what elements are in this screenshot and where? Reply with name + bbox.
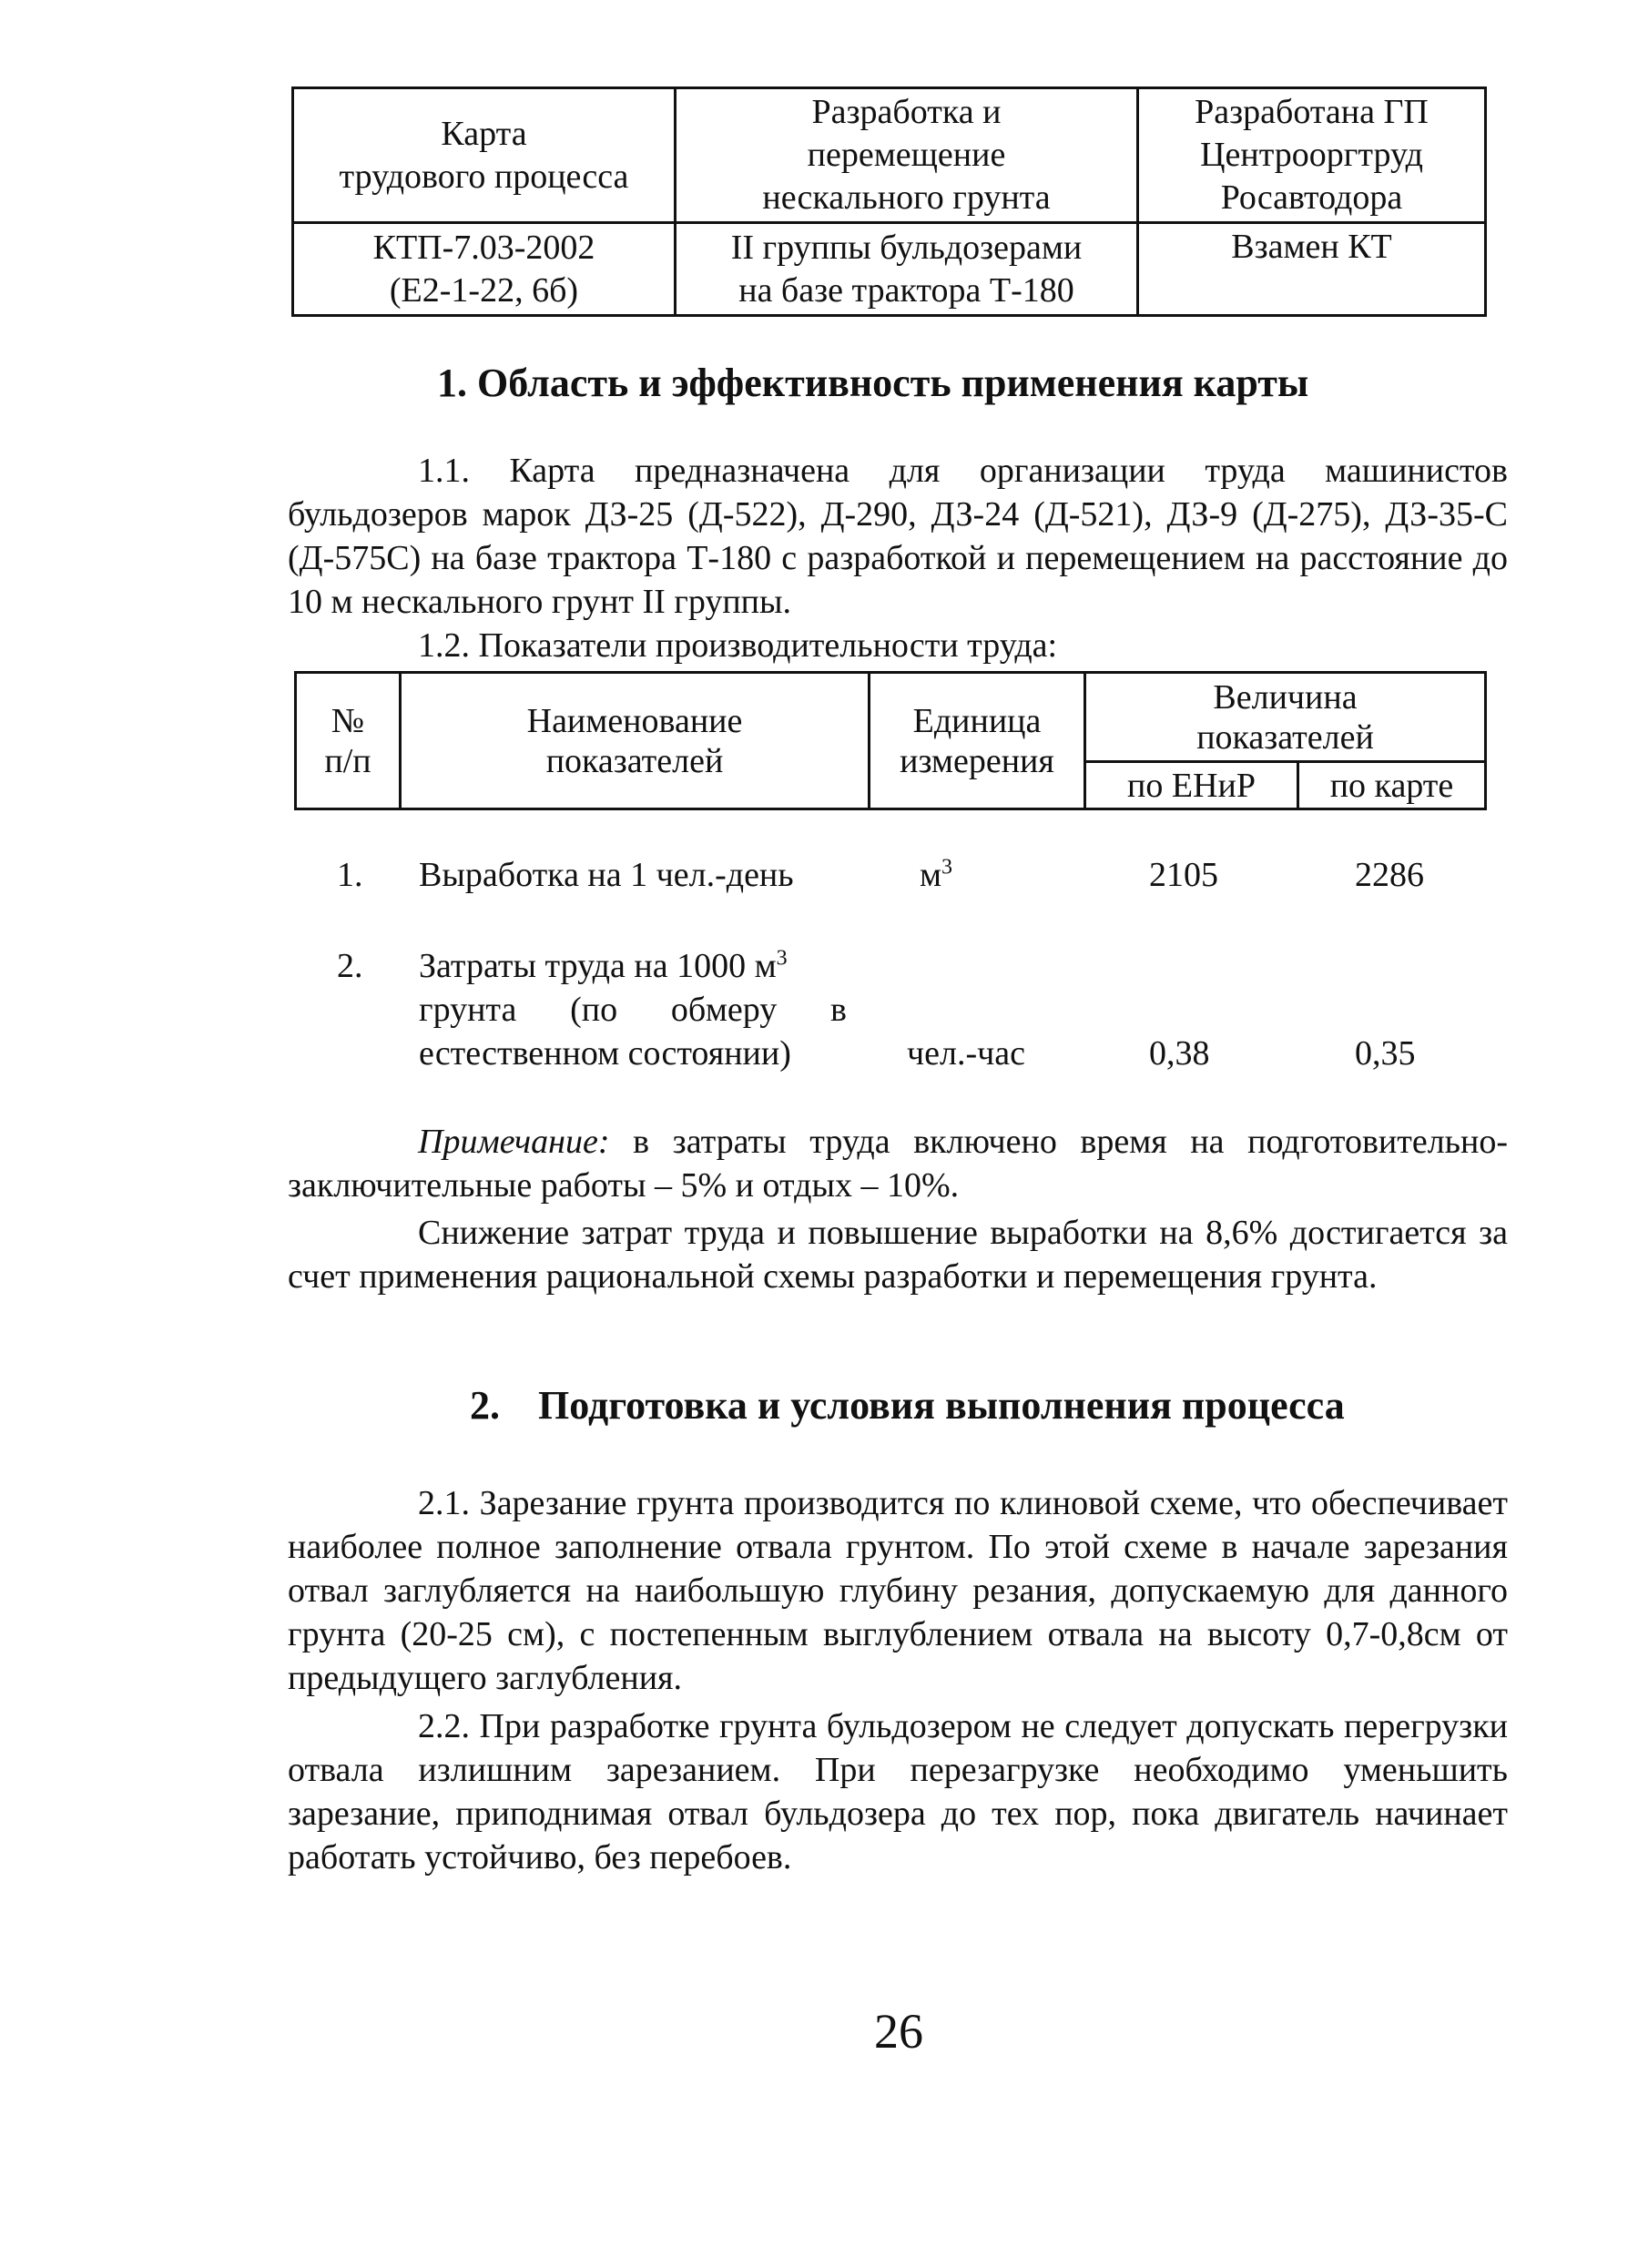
row-name-line3: естественном состоянии) [419,1034,791,1073]
summary-paragraph: Снижение затрат труда и повышение выработки на 8,6% достигается за счет применения рациональной схемы разработки и перемещения грунта. [288,1214,1508,1296]
paragraph-2-2: 2.2. При разработке грунта бульдозером не следует допускать перегрузки отвала излишним зарезанием. При перезагрузке необходимо уменьшить зарезание, приподнимая отвал бульдозера до тех пор, пока двигатель начинает работать устойчиво, без перебоев. [288,1707,1508,1876]
section2-title: Подготовка и условия выполнения процесса [538,1383,1345,1428]
col-unit-header: Единица измерения [870,673,1085,809]
indicators-table-header [294,671,1487,810]
row-enir-value: 2105 [1149,856,1218,894]
row-enir-value: 0,38 [1149,1034,1210,1073]
col-enir-header: по ЕНиР [1085,762,1298,809]
paragraph-2-1: 2.1. Зарезание грунта производится по клиновой схеме, что обеспечивает наиболее полное заполнение отвала грунтом. По этой схеме в начале зарезания отвал заглубляется на наибольшую глубину резания, допускаемую для данного грунта (20-25 см), с постепенным выглублением отвала на высоту 0,7-0,8см от предыдущего заглубления. [288,1484,1508,1697]
header-process-subtitle: II группы бульдозерами на базе трактора Т-180 [676,223,1138,316]
row-name: Выработка на 1 чел.-день [419,856,794,894]
section2-number: 2. [470,1383,500,1428]
header-developer: Разработана ГП Центрооргтруд Росавтодора [1138,88,1486,223]
section2-heading [470,1382,1345,1429]
row-card-value: 2286 [1355,856,1424,894]
header-table [291,86,1487,317]
header-replaces: Взамен КТ [1138,223,1486,316]
col-value-header: Величина показателей [1085,673,1486,762]
row-number: 1. [337,856,363,894]
paragraph-1-1: 1.1. Карта предназначена для организации труда машинистов бульдозеров марок ДЗ-25 (Д-522), Д-290, ДЗ-24 (Д-521), ДЗ-9 (Д-275), ДЗ-35-С (Д-575С) на базе трактора Т-180 с разработкой и перемещением на расстояние до 10 м нескального грунт II группы. [288,452,1508,621]
page-number: 26 [874,2004,923,2059]
row-number: 2. [337,947,363,985]
header-card-code: КТП-7.03-2002 (Е2-1-22, 6б) [293,223,676,316]
header-card-title: Карта трудового процесса [293,88,676,223]
note-label: Примечание: [418,1123,610,1161]
paragraph-1-2: 1.2. Показатели производительности труда: [418,626,1058,665]
row-unit: чел.-час [907,1034,1025,1073]
col-card-header: по карте [1298,762,1486,809]
row-name-line1: Затраты труда на 1000 $м^3$ [419,946,788,985]
row-card-value: 0,35 [1355,1034,1416,1073]
note-text: в затраты труда включено время на подготовительно-заключительные работы – 5% и отдых – 10%. [288,1123,1508,1205]
section1-heading: 1. Область и эффективность применения карты [437,361,1309,405]
header-process-title: Разработка и перемещение нескального грунта [676,88,1138,223]
col-number-header: № п/п [296,673,401,809]
note-paragraph [288,1120,1508,1207]
row-name-line2: грунта (по обмеру в [419,991,847,1029]
row-unit: $м^3$ [920,855,953,894]
col-name-header: Наименование показателей [401,673,870,809]
